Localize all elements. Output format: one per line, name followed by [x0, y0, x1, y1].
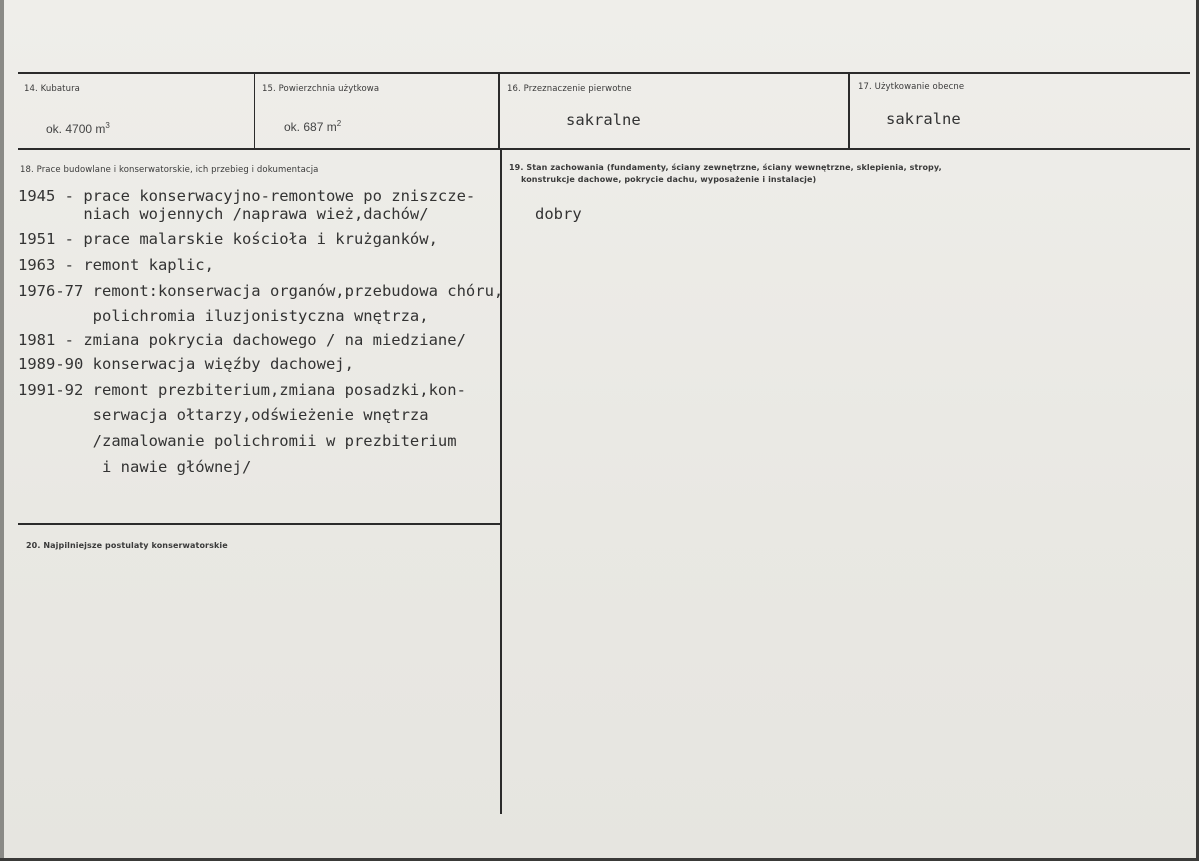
field18-line: niach wojennych /naprawa wież,dachów/ — [18, 205, 429, 223]
field15-value-text: ok. 687 m — [284, 120, 337, 134]
field18-bottom-rule — [18, 523, 502, 525]
field18-line: 1981 - zmiana pokrycia dachowego / na miedziane/ — [18, 331, 466, 349]
field15-label: 15. Powierzchnia użytkowa — [262, 84, 380, 94]
row1-divider-2 — [498, 74, 500, 148]
field14-unit-exponent: 3 — [105, 121, 110, 130]
field16-label: 16. Przeznaczenie pierwotne — [507, 84, 632, 94]
row1-divider-3 — [848, 74, 850, 148]
field18-line: 1951 - prace malarskie kościoła i krużganków, — [18, 230, 438, 248]
field20-label: 20. Najpilniejsze postulaty konserwatorskie — [26, 541, 228, 550]
top-rule — [18, 72, 1190, 74]
row1-bottom-rule — [18, 148, 1190, 150]
field19-label-line1: 19. Stan zachowania (fundamenty, ściany zewnętrzne, ściany wewnętrzne, sklepienia, stropy, — [509, 163, 942, 172]
field17-value: sakralne — [886, 110, 961, 128]
field18-line: 1976-77 remont:konserwacja organów,przebudowa chóru, — [18, 282, 504, 300]
field18-line: 1945 - prace konserwacyjno-remontowe po zniszcze- — [18, 187, 476, 205]
field17-label: 17. Użytkowanie obecne — [858, 82, 965, 92]
field18-label: 18. Prace budowlane i konserwatorskie, ich przebieg i dokumentacja — [20, 165, 319, 175]
field18-line: /zamalowanie polichromii w prezbiterium — [18, 432, 457, 450]
field15-value — [284, 119, 341, 134]
field18-line: 1963 - remont kaplic, — [18, 256, 214, 274]
row1-divider-1 — [254, 74, 255, 148]
field14-label: 14. Kubatura — [24, 84, 80, 94]
field16-value: sakralne — [566, 111, 641, 129]
field18-line: polichromia iluzjonistyczna wnętrza, — [18, 307, 429, 325]
field19-label-line2: konstrukcje dachowe, pokrycie dachu, wyposażenie i instalacje) — [521, 175, 817, 184]
field15-unit-exponent: 2 — [336, 119, 342, 128]
field18-line: 1991-92 remont prezbiterium,zmiana posadzki,kon- — [18, 381, 466, 399]
card-edge-left — [0, 0, 4, 861]
field14-value-text: ok. 4700 m — [46, 122, 106, 136]
field19-value: dobry — [535, 205, 582, 223]
field18-line: i nawie głównej/ — [18, 458, 252, 476]
field14-value — [46, 121, 110, 136]
field18-line: serwacja ołtarzy,odświeżenie wnętrza — [18, 406, 429, 424]
field18-line: 1989-90 konserwacja więźby dachowej, — [18, 355, 354, 373]
main-column-divider — [500, 150, 502, 814]
